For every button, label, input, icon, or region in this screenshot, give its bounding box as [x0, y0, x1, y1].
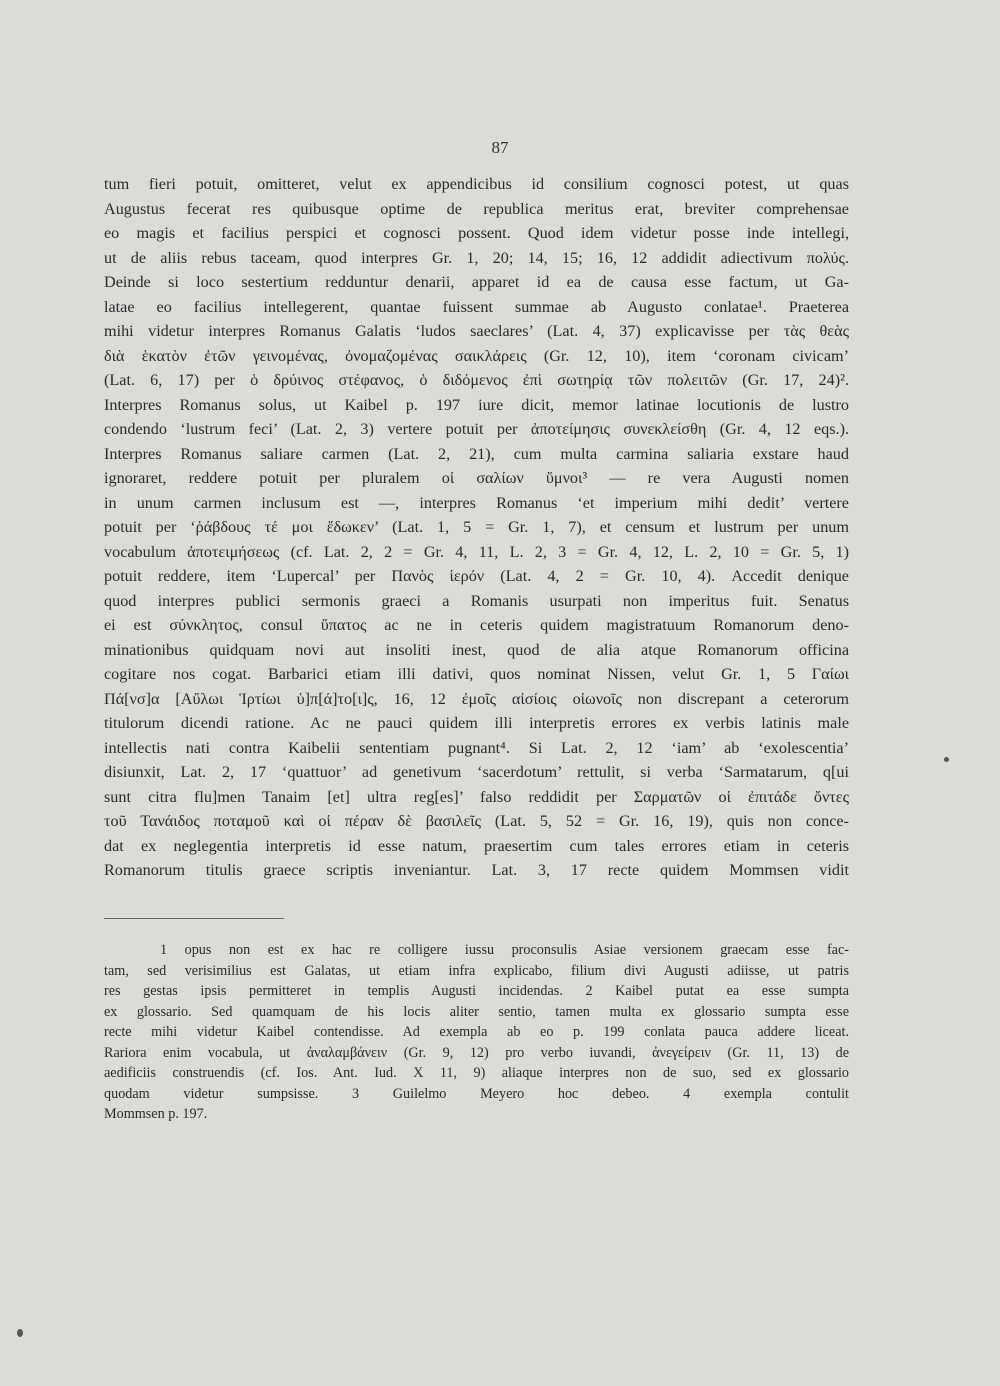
text-line: vocabulum ἀποτειμήσεως (cf. Lat. 2, 2 = Gr. 4, 11, L. 2, 3 = Gr. 4, 12, L. 2, 10 = Gr. 5, 1): [104, 542, 849, 561]
text-line: potuit reddere, item ‘Lupercal’ per Πανὸς ἱερόν (Lat. 4, 2 = Gr. 10, 4). Accedit denique: [104, 567, 849, 585]
footnote-line: aedificiis construendis (cf. Ios. Ant. Iud. X 11, 9) aliaque interpres non de suo, sed ex glossario: [104, 1065, 849, 1081]
text-line: τοῦ Τανάιδος ποταμοῦ καὶ οἱ πέραν δὲ βασιλεῖς (Lat. 5, 52 = Gr. 16, 19), quis non conce-: [104, 812, 849, 830]
text-line: minationibus quidquam novi aut insoliti inest, quod de alia atque Romanorum officina: [104, 640, 849, 659]
text-line: Augustus fecerat res quibusque optime de republica meritus erat, breviter comprehensae: [104, 199, 849, 218]
text-line: mihi videtur interpres Romanus Galatis ‘ludos saeclares’ (Lat. 4, 37) explicavisse per τὰς θεὰς: [104, 322, 849, 340]
text-line: disiunxit, Lat. 2, 17 ‘quattuor’ ad genetivum ‘sacerdotum’ rettulit, si verba ‘Sarmatarum, q[ui: [104, 763, 849, 781]
text-line: in unum carmen inclusum est —, interpres Romanus ‘et imperium mihi dedit’ vertere: [104, 493, 849, 512]
text-line: Interpres Romanus solus, ut Kaibel p. 197 iure dicit, memor latinae locutionis de lustro: [104, 395, 849, 414]
text-line: διὰ ἑκατὸν ἐτῶν γεινομένας, ὀνομαζομένας σαικλάρεις (Gr. 12, 10), item ‘coronam civicam’: [104, 346, 849, 365]
text-line: Interpres Romanus saliare carmen (Lat. 2, 21), cum multa carmina saliaria exstare haud: [104, 444, 849, 463]
footnote-line: res gestas ipsis permitteret in templis Augusti incidendas. 2 Kaibel putat ea esse sumpta: [104, 983, 849, 999]
text-line: quod interpres publici sermonis graeci a Romanis usurpati non imperitus fuit. Senatus: [104, 591, 849, 610]
footnote-separator: [104, 918, 284, 919]
text-line: Romanorum titulis graece scriptis inveniantur. Lat. 3, 17 recte quidem Mommsen vidit: [104, 861, 849, 879]
footnote-line: quodam videtur sumpsisse. 3 Guilelmo Meyero hoc debeo. 4 exempla contulit: [104, 1085, 849, 1102]
text-line: latae eo facilius intellegerent, quantae fuissent summae ab Augusto conlatae¹. Praeterea: [104, 297, 849, 316]
main-text: [104, 172, 849, 883]
text-line: titulorum dicendi ratione. Ac ne pauci quidem illi interpretis errores ex verbis latinis male: [104, 714, 849, 732]
text-line: (Lat. 6, 17) per ὁ δρύινος στέφανος, ὁ διδόμενος ἐπὶ σωτηρίᾳ τῶν πολειτῶν (Gr. 17, 24)².: [104, 371, 849, 389]
footnote-line: recte mihi videtur Kaibel contendisse. Ad exempla ab eo p. 199 conlata pauca addere liceat.: [104, 1024, 849, 1040]
footnotes: [104, 940, 849, 1125]
text-line: Πά[νσ]α [Αὔλωι Ἱρτίωι ὑ]π[ά]το[ι]ς, 16, 12 ἐμοῖς αἰσίοις οἰωνοῖς non discrepant a ceterorum: [104, 689, 849, 708]
text-line: potuit per ‘ῥάβδους τέ μοι ἔδωκεν’ (Lat. 1, 5 = Gr. 1, 7), et censum et lustrum per unum: [104, 518, 849, 536]
text-line: ut de aliis rebus taceam, quod interpres Gr. 1, 20; 14, 15; 16, 12 addidit adiectivum πολύς.: [104, 248, 849, 267]
text-line: cogitare nos cogat. Barbarici etiam illi dativi, quos nominat Nissen, velut Gr. 1, 5 Γαίωι: [104, 665, 849, 683]
text-line: sunt citra flu]men Tanaim [et] ultra reg[es]’ falso reddidit per Σαρματῶν οἱ ἐπιτάδε ὄντες: [104, 787, 849, 806]
text-line: ei est σύνκλητος, consul ὕπατος ac ne in ceteris quidem magistratuum Romanorum deno-: [104, 616, 849, 634]
text-line: condendo ‘lustrum feci’ (Lat. 2, 3) vertere potuit per ἀποτείμησις συνεκλείσθη (Gr. 4, 12 eqs.).: [104, 420, 849, 438]
text-line: tum fieri potuit, omitteret, velut ex appendicibus id consilium cognosci potest, ut quas: [104, 175, 849, 193]
text-line: ignoraret, reddere potuit per pluralem οἱ σαλίων ὕμνοι³ — re vera Augusti nomen: [104, 469, 849, 487]
footnote-line: 1 opus non est ex hac re colligere iussu proconsulis Asiae versionem graecam esse fac-: [160, 942, 849, 958]
footnote-line: tam, sed verisimilius est Galatas, ut etiam infra explicabo, filium divi Augusti adiisse, ut patris: [104, 962, 849, 979]
paper-speck: [944, 757, 949, 762]
paper-speck: [17, 1329, 23, 1337]
page-number: 87: [491, 138, 509, 157]
footnote-line: Rariora enim vocabula, ut ἀναλαμβάνειν (Gr. 9, 12) pro verbo iuvandi, ἀνεγείρειν (Gr. 11, 13) de: [104, 1044, 849, 1061]
text-line: eo magis et facilius perspici et cognosci possent. Quod idem videtur posse inde intellegi,: [104, 224, 849, 242]
footnote-line: Mommsen p. 197.: [104, 1106, 208, 1122]
text-line: Deinde si loco sestertium redduntur denarii, apparet id ea de causa esse factum, ut Ga-: [104, 273, 849, 291]
text-line: dat ex neglegentia interpretis id esse natum, praesertim cum tales errores etiam in ceteris: [104, 836, 849, 855]
footnote-line: ex glossario. Sed quamquam de his locis aliter sentio, tamen multa ex glossario sumpta esse: [104, 1003, 849, 1020]
text-line: intellectis nati contra Kaibelii sententiam pugnant⁴. Si Lat. 2, 12 ‘iam’ ab ‘exolescentia’: [104, 738, 849, 757]
